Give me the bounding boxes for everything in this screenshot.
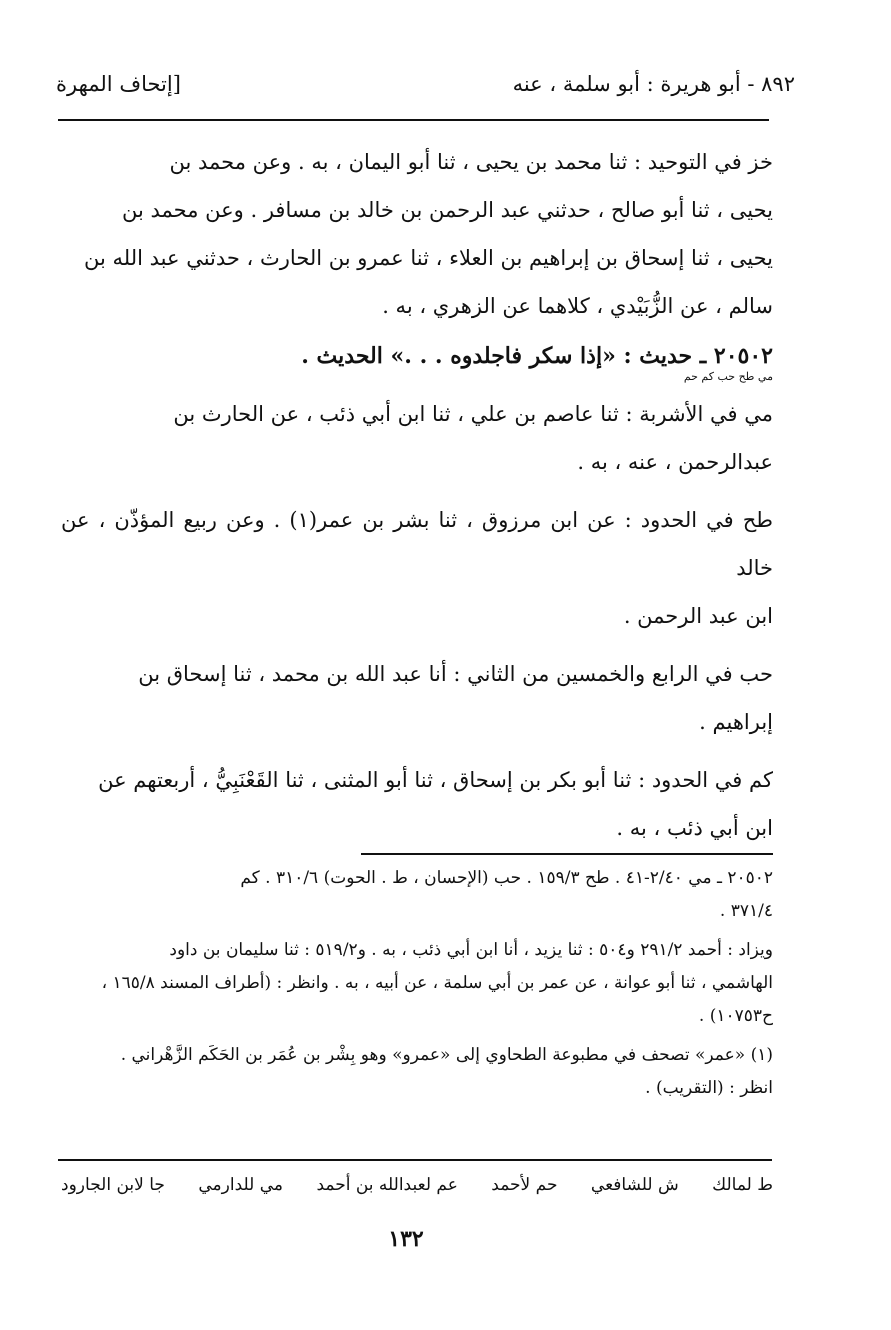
footnote-line: ٢٠٥٠٢ ـ مي ٢/٤٠-٤١ . طح ١٥٩/٣ . حب (الإحسان ، ط . الحوت) ٣١٠/٦ . كم <box>240 868 773 888</box>
footnote-line: (١) «عمر» تصحف في مطبوعة الطحاوي إلى «عمرو» وهو بِشْر بن عُمَر بن الحَكَم الزَّهْراني . <box>120 1045 773 1065</box>
running-header <box>56 64 795 104</box>
text-line: طح في الحدود : عن ابن مرزوق ، ثنا بشر بن عمر(١) . وعن ربيع المؤذّن ، عن خالد <box>61 508 773 580</box>
footnote-note-1 <box>61 1039 773 1105</box>
legend-rule <box>58 1159 772 1161</box>
footnote-line: ويزاد : أحمد ٢٩١/٢ و٥٠٤ : ثنا يزيد ، أنا ابن أبي ذئب ، به . و٥١٩/٢ : ثنا سليمان بن داود <box>169 940 773 960</box>
text-line: كم في الحدود : ثنا أبو بكر بن إسحاق ، ثنا أبو المثنى ، ثنا القَعْنَبِيُّ ، أربعتهم عن <box>98 768 773 792</box>
legend-item: ط لمالك <box>712 1175 773 1195</box>
text-line: مي في الأشربة : ثنا عاصم بن علي ، ثنا ابن أبي ذئب ، عن الحارث بن <box>173 402 773 426</box>
text-line: ابن أبي ذئب ، به . <box>616 816 773 840</box>
footnote-line: الهاشمي ، ثنا أبو عوانة ، عن عمر بن أبي سلمة ، عن أبيه ، به . وانظر : (أطراف المسند ١٦٥/٨ ، <box>101 973 773 993</box>
footnote-line: ح١٠٧٥٣) . <box>698 1006 773 1026</box>
footnotes <box>61 862 773 1111</box>
text-line: إبراهيم . <box>699 710 773 734</box>
page-number: ١٣٢ <box>388 1226 424 1252</box>
legend-item: عم لعبدالله بن أحمد <box>316 1175 458 1195</box>
text-line: حب في الرابع والخمسين من الثاني : أنا عبد الله بن محمد ، ثنا إسحاق بن <box>138 662 773 686</box>
legend-item: ش للشافعي <box>590 1175 679 1195</box>
legend-item: حم لأحمد <box>491 1175 558 1195</box>
text-line: يحيى ، ثنا إسحاق بن إبراهيم بن العلاء ، ثنا عمرو بن الحارث ، حدثني عبد الله بن <box>84 246 773 270</box>
text-line: ابن عبد الرحمن . <box>623 604 773 628</box>
footnote-extra <box>61 934 773 1033</box>
legend-item: جا لابن الجارود <box>61 1175 165 1195</box>
entry-symbols: مي طح حب كم حم <box>683 370 773 383</box>
legend-item: مي للدارمي <box>198 1175 284 1195</box>
text-line: خز في التوحيد : ثنا محمد بن يحيى ، ثنا أبو اليمان ، به . وعن محمد بن <box>169 150 773 174</box>
header-rule <box>58 119 769 121</box>
entry-heading: ٢٠٥٠٢ ـ حديث : «إذا سكر فاجلدوه . . .» الحديث . <box>301 343 773 369</box>
footnote-line: انظر : (التقريب) . <box>645 1078 773 1098</box>
text-line: عبدالرحمن ، عنه ، به . <box>577 450 773 474</box>
footnote-ref <box>61 862 773 928</box>
text-line: يحيى ، ثنا أبو صالح ، حدثني عبد الرحمن بن خالد بن مسافر . وعن محمد بن <box>122 198 773 222</box>
header-section-title: ٨٩٢ - أبو هريرة : أبو سلمة ، عنه <box>512 72 795 96</box>
abbreviation-legend <box>61 1168 773 1202</box>
text-line: سالم ، عن الزُّبَيْدي ، كلاهما عن الزهري ، به . <box>382 294 773 318</box>
main-text <box>61 138 773 852</box>
header-book-title: [إتحاف المهرة <box>56 72 181 96</box>
footnote-line: ٣٧١/٤ . <box>719 901 773 921</box>
footnote-rule <box>361 853 773 855</box>
